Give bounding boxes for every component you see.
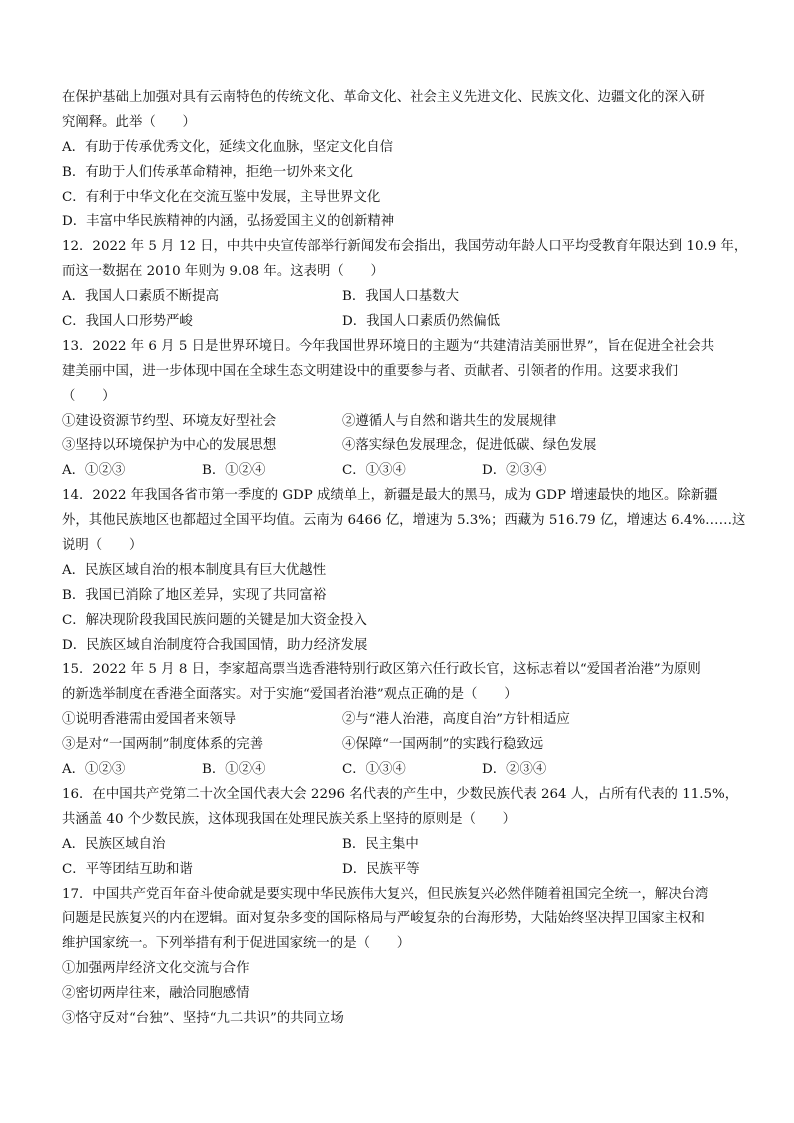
question-14: [62, 484, 746, 658]
options-row: [62, 285, 742, 310]
question-stem: 15．2022 年 5 月 8 日，李家超高票当选香港特别行政区第六任行政长官，这标志着以“爱国者治港”为原则: [62, 662, 701, 678]
items-row: [62, 410, 742, 435]
question-stem: 共涵盖 40 个少数民族，这体现我国在处理民族关系上坚持的原则是（ ）: [62, 811, 517, 827]
item-3: ③是对“一国两制”制度体系的完善: [62, 737, 264, 753]
option-d: D．我国人口素质仍然偏低: [342, 314, 501, 330]
option-c: C．①③④: [342, 463, 406, 479]
option-a: A．民族区域自治: [62, 836, 166, 852]
options-row: [62, 833, 742, 858]
item-3: ③恪守反对“台独”、坚持“九二共识”的共同立场: [62, 1010, 344, 1026]
option-c: C．解决现阶段我国民族问题的关键是加大资金投入: [62, 612, 367, 628]
option-a: A．①②③: [62, 463, 126, 479]
option-c: C．我国人口形势严峻: [62, 314, 193, 330]
question-17: [62, 883, 742, 1032]
items-row: [62, 434, 742, 459]
item-2: ②与“港人治港，高度自治”方针相适应: [342, 712, 570, 728]
question-13: [62, 335, 742, 484]
question-stem: 在保护基础上加强对具有云南特色的传统文化、革命文化、社会主义先进文化、民族文化、边疆文化的深入研: [62, 90, 705, 105]
options-row: [62, 758, 742, 783]
items-row: [62, 708, 742, 733]
option-d: D．②③④: [482, 463, 547, 479]
question-stem: 究阐释。此举（ ）: [62, 114, 196, 130]
question-stem: 维护国家统一。下列举措有利于促进国家统一的是（ ）: [62, 936, 411, 952]
question-stem: 14．2022 年我国各省市第一季度的 GDP 成绩单上，新疆是最大的黑马，成为 GDP 增速最快的地区。除新疆: [62, 488, 718, 504]
option-b: B．民主集中: [342, 836, 419, 852]
option-c: C．①③④: [342, 762, 406, 778]
option-d: D．②③④: [482, 762, 547, 778]
option-d: D．民族平等: [342, 861, 420, 877]
option-b: B．①②④: [202, 463, 266, 479]
item-3: ③坚持以环境保护为中心的发展思想: [62, 438, 277, 454]
item-1: ①加强两岸经济文化交流与合作: [62, 961, 250, 977]
option-b: B．有助于人们传承革命精神，拒绝一切外来文化: [62, 164, 354, 180]
question-15: [62, 658, 742, 782]
item-2: ②密切两岸往来，融洽同胞感情: [62, 986, 250, 1002]
option-c: C．有利于中华文化在交流互鉴中发展，主导世界文化: [62, 189, 381, 205]
options-row: [62, 858, 742, 883]
option-a: A．民族区域自治的根本制度具有巨大优越性: [62, 562, 327, 578]
question-stem: （ ）: [62, 388, 116, 404]
item-4: ④保障“一国两制”的实践行稳致远: [342, 737, 544, 753]
option-d: D．民族区域自治制度符合我国国情，助力经济发展: [62, 637, 368, 653]
item-1: ①说明香港需由爱国者来领导: [62, 712, 237, 728]
option-b: B．我国已消除了地区差异，实现了共同富裕: [62, 587, 327, 603]
exam-page: [62, 86, 748, 1032]
option-b: B．①②④: [202, 762, 266, 778]
question-stem: 13．2022 年 6 月 5 日是世界环境日。今年我国世界环境日的主题为“共建清洁美丽世界”，旨在促进全社会共: [62, 338, 715, 354]
item-1: ①建设资源节约型、环境友好型社会: [62, 413, 277, 429]
option-a: A．我国人口素质不断提高: [62, 289, 219, 305]
option-b: B．我国人口基数大: [342, 289, 459, 305]
question-stem: 说明（ ）: [62, 538, 143, 554]
question-stem: 外，其他民族地区也都超过全国平均值。云南为 6466 亿，增速为 5.3%；西藏为 516.79 亿，增速达 6.4%……这: [62, 513, 746, 529]
options-row: [62, 310, 742, 335]
question-12: [62, 235, 748, 335]
question-stem: 建美丽中国，进一步体现中国在全球生态文明建设中的重要参与者、贡献者、引领者的作用。这要求我们: [62, 363, 678, 379]
item-4: ④落实绿色发展理念，促进低碳、绿色发展: [342, 438, 597, 454]
option-c: C．平等团结互助和谐: [62, 861, 193, 877]
question-stem: 17．中国共产党百年奋斗使命就是要实现中华民族伟大复兴，但民族复兴必然伴随着祖国完全统一，解决台湾: [62, 886, 709, 902]
option-d: D．丰富中华民族精神的内涵，弘扬爱国主义的创新精神: [62, 214, 395, 230]
question-stem: 的新选举制度在香港全面落实。对于实施“爱国者治港”观点正确的是（ ）: [62, 687, 518, 703]
option-a: A．①②③: [62, 762, 126, 778]
item-2: ②遵循人与自然和谐共生的发展规律: [342, 413, 557, 429]
question-stem: 16．在中国共产党第二十次全国代表大会 2296 名代表的产生中，少数民族代表 264 人，占所有代表的 11.5%，: [62, 786, 739, 802]
option-a: A．有助于传承优秀文化，延续文化血脉，坚定文化自信: [62, 139, 394, 155]
items-row: [62, 733, 742, 758]
question-stem: 而这一数据在 2010 年则为 9.08 年。这表明（ ）: [62, 264, 384, 280]
question-stem: 12．2022 年 5 月 12 日，中共中央宣传部举行新闻发布会指出，我国劳动年龄人口平均受教育年限达到 10.9 年，: [62, 239, 748, 255]
question-stem: 问题是民族复兴的内在逻辑。面对复杂多变的国际格局与严峻复杂的台海形势，大陆始终坚决捍卫国家主权和: [62, 911, 705, 927]
options-row: [62, 459, 742, 484]
question-16: [62, 783, 742, 883]
question-11: [62, 86, 742, 235]
